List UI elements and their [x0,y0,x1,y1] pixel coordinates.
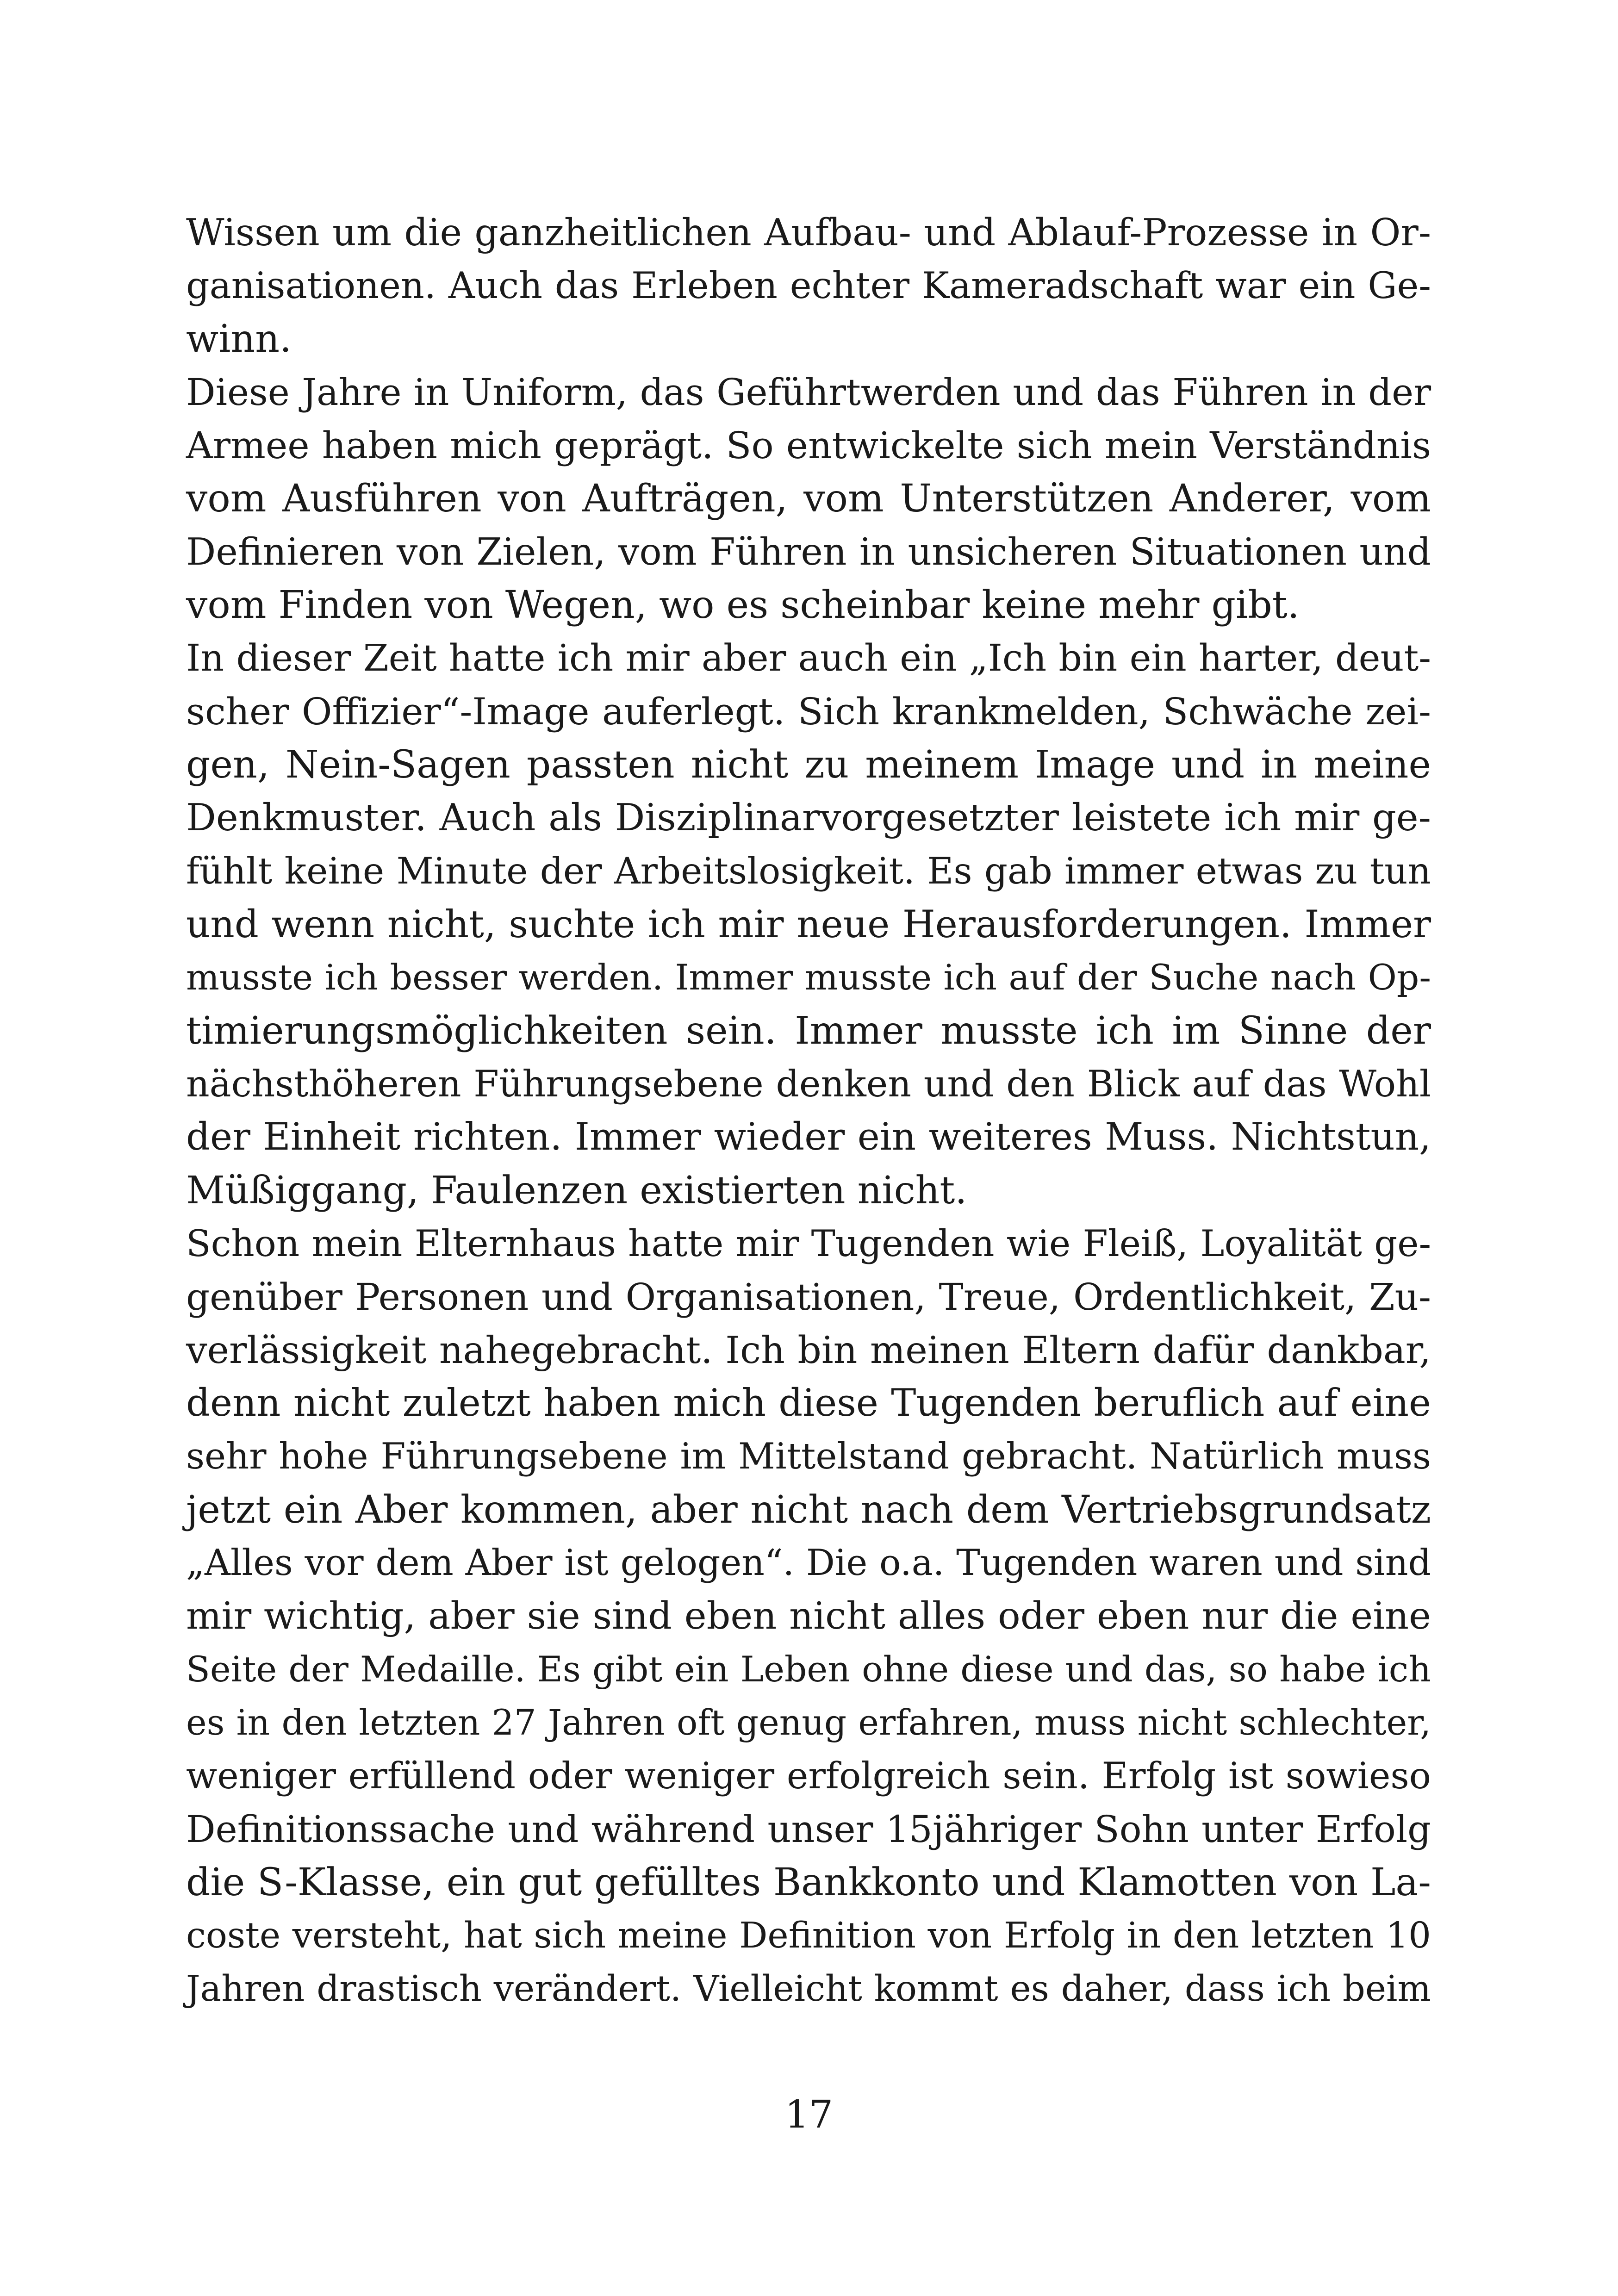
text-line: mir wichtig, aber sie sind eben nicht alles oder eben nur die eine [186,1594,1431,1638]
text-line: Diese Jahre in Uniform, das Geführtwerden und das Führen in der [186,371,1431,414]
text-line: scher Offizier“-Image auferlegt. Sich krankmelden, Schwäche zei- [186,690,1431,733]
text-line: coste versteht, hat sich meine Definition von Erfolg in den letzten 10 [186,1915,1431,1956]
paragraph [186,1217,1431,2016]
text-line: Definieren von Zielen, vom Führen in unsicheren Situationen und [186,530,1431,573]
text-line: jetzt ein Aber kommen, aber nicht nach dem Vertriebsgrundsatz [186,1488,1431,1532]
text-line: gen, Nein-Sagen passten nicht zu meinem Image und in meine [186,743,1431,787]
text-line: fühlt keine Minute der Arbeitslosigkeit. Es gab immer etwas zu tun [186,850,1431,892]
text-line: „Alles vor dem Aber ist gelogen“. Die o.a. Tugenden waren und sind [186,1542,1431,1584]
text-line: Wissen um die ganzheitlichen Aufbau- und Ablauf-Prozesse in Or- [186,211,1431,254]
text-line: Schon mein Elternhaus hatte mir Tugenden wie Fleiß, Loyalität ge- [186,1223,1431,1265]
text-line: In dieser Zeit hatte ich mir aber auch ein „Ich bin ein harter, deut- [186,637,1431,679]
text-line: denn nicht zuletzt haben mich diese Tugenden beruflich auf eine [186,1381,1431,1425]
text-line: weniger erfüllend oder weniger erfolgreich sein. Erfolg ist sowieso [186,1755,1431,1797]
page-number: 17 [784,2093,834,2137]
text-line: Seite der Medaille. Es gibt ein Leben ohne diese und das, so habe ich [186,1649,1431,1690]
text-line: Armee haben mich geprägt. So entwickelte sich mein Verständnis [186,424,1431,467]
text-line: winn. [186,317,292,361]
text-line: die S-Klasse, ein gut gefülltes Bankkonto und Klamotten von La- [186,1860,1431,1904]
text-line: musste ich besser werden. Immer musste ich auf der Suche nach Op- [186,957,1431,998]
text-line: vom Ausführen von Aufträgen, vom Unterstützen Anderer, vom [186,477,1431,521]
text-line: und wenn nicht, suchte ich mir neue Herausforderungen. Immer [186,902,1431,946]
text-line: Müßiggang, Faulenzen existierten nicht. [186,1169,967,1213]
text-line: der Einheit richten. Immer wieder ein weiteres Muss. Nichtstun, [186,1115,1431,1159]
text-line: vom Finden von Wegen, wo es scheinbar keine mehr gibt. [186,583,1300,627]
paragraph [186,206,1431,366]
text-line: Denkmuster. Auch als Disziplinarvorgesetzter leistete ich mir ge- [186,796,1431,840]
paragraph [186,632,1431,1217]
text-line: nächsthöheren Führungsebene denken und den Blick auf das Wohl [186,1063,1431,1105]
body-text [186,206,1431,2016]
text-line: es in den letzten 27 Jahren oft genug erfahren, muss nicht schlechter, [186,1702,1431,1743]
text-line: Definitionssache und während unser 15jähriger Sohn unter Erfolg [186,1808,1431,1851]
text-line: Jahren drastisch verändert. Vielleicht kommt es daher, dass ich beim [186,1968,1431,2010]
paragraph [186,366,1431,632]
text-line: sehr hohe Führungsebene im Mittelstand gebracht. Natürlich muss [186,1436,1431,1477]
text-line: genüber Personen und Organisationen, Treue, Ordentlichkeit, Zu- [186,1276,1431,1319]
text-line: verlässigkeit nahegebracht. Ich bin meinen Eltern dafür dankbar, [186,1328,1431,1372]
text-line: timierungsmöglichkeiten sein. Immer musste ich im Sinne der [186,1009,1431,1053]
text-line: ganisationen. Auch das Erleben echter Kameradschaft war ein Ge- [186,264,1431,307]
